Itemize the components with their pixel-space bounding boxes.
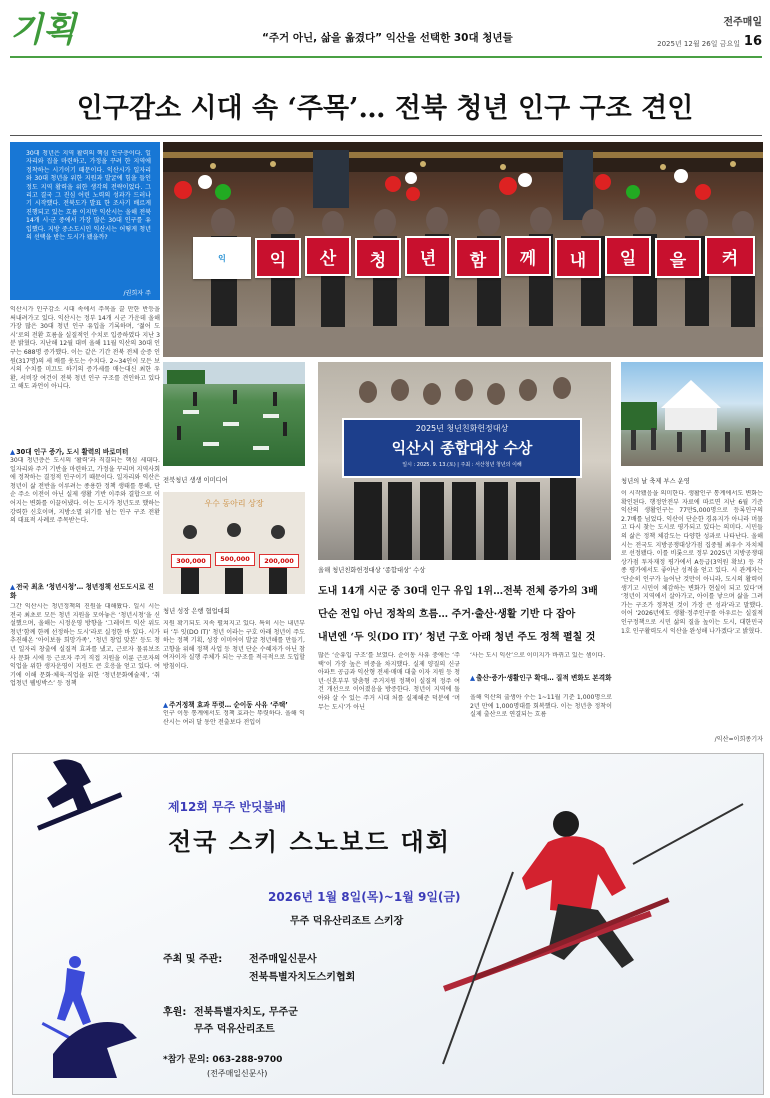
- ski-ad: [12, 753, 764, 1095]
- festival-caption: 청년의 날 축제 부스 운영: [621, 478, 690, 485]
- ad-host-1: 전주매일신문사: [249, 954, 317, 965]
- col3-body: 많은 ‘순유입 구조’를 보였다. 순이동 사유 중에는 ‘주택’이 가장 높은 비중을 차지했다. 실제 양질의 신규 아파트 공급과 익산형 전세·매매 대출 이자 지원 등 청년·신혼부부 맞춤형 주거지원 정책이 실질적 정주 여건 개선으로 이어졌음을 방증한다. 청년이 지역에 돌아와 살 수 있는 주거 시대 처를 실제해준 덕분에 ‘머무는 도시’가 아닌: [318, 652, 460, 711]
- paper-name: 전주매일: [723, 17, 762, 28]
- sign-letter: 내: [555, 238, 601, 278]
- sign-letter: 을: [655, 238, 701, 278]
- issue-date: 2025년 12월 26일 금요일: [657, 40, 740, 48]
- award-amount: 200,000: [259, 554, 299, 568]
- page-number: 16: [743, 34, 762, 49]
- award-banner-year: 2025년 청년친화헌정대상: [415, 424, 509, 433]
- lead-text: 30대 청년은 지역 활력의 핵심 인구층이다. 일자리와 집을 마련하고, 가정을 꾸려 한 지역에 정착하는 시기이기 때문이다. 익산시가 일자리와 30대 청년을 위한 지원과 발굴에 힘을 들인 정도 지역 활력을 위한 생각의 전략이었다. 그리고 결국 그 진심 어린 노력의 성과가 드러나기 시작했다. 전북도가 발표 한 조사기 배르게 진행되고 있는 흐름 이지만 익산시는 올해 전북 14개 시·군 중에서 가장 많은 30대 인구를 유입했다. 지방 중소도시인 익산시는 어떻게 청년의 선택을 받는 도시가 됐을까?: [26, 150, 151, 242]
- deck-line: 도내 14개 시군 중 30대 인구 유입 1위…전북 전체 증가의 3배: [318, 586, 598, 597]
- col4-body1: ‘사는 도시 익산’으로 이미지가 바뀌고 있는 셈이다.: [470, 652, 606, 659]
- award-banner: [342, 418, 582, 478]
- award-amount: 500,000: [215, 552, 255, 566]
- ad-venue: 무주 덕유산리조트 스키장: [290, 916, 404, 927]
- header-rule: [10, 56, 762, 58]
- award-people: [163, 492, 305, 594]
- lead-box: [10, 142, 160, 300]
- award-banner-info: 일시 : 2025. 9. 13.(토) | 주최 : 서산청년 청년의 이해: [402, 462, 522, 468]
- section-tag: 기획: [10, 10, 76, 50]
- sign-letter: 산: [305, 236, 351, 276]
- col4-sub1: ▲ 출산·증가·생활인구 확대… 질적 변화도 본격화: [470, 674, 612, 683]
- ad-sponsor-label: 후원:: [163, 1007, 187, 1018]
- sports-caption: 전북청년 생생 이미디어: [163, 477, 228, 484]
- award-board-caption: 청년 성장 은행 협업대회: [163, 608, 230, 615]
- ad-contact: *참가 문의: 063-288-9700: [163, 1055, 283, 1065]
- sign-letter: 년: [405, 236, 451, 276]
- col5-byline: /익산=이희종기자: [714, 736, 763, 743]
- col1-sub2: ▲ 전국 최초 ‘청년시청’… 청년정책 선도도시로 진화: [10, 583, 160, 601]
- award-photo: [318, 362, 611, 560]
- sign-letter: 일: [605, 236, 651, 276]
- col2-body2: 인구 이동 통계에서도 정책 효과는 뚜렷하다. 올해 익산시는 여러 달 동안 전출보다 전입이: [163, 710, 305, 726]
- sports-field: [163, 362, 305, 466]
- ad-title: 전국 스키 스노보드 대회: [168, 828, 451, 856]
- col1-sub1: ▲ 30대 인구 증가, 도시 활력의 바로미터: [10, 446, 160, 456]
- col5-body: 이 시작됐음을 의미한다. 생활인구 통계에서도 변화는 확인된다. 행정안전부 자료에 따르면 지난 6월 기준 익산의 생활인구는 77만5,000명으로 등록인구의 2.7배를 넘었다. 익산이 단순한 경유지가 아니라 머물고 다시 찾는 도시로 평가되고 있다는 의미다. 시민들의 삶은 정책 체감도는 다양한 성과로 나타난다. 올해 시는 전국도 지방공쟁대상가점 집중될 최우수 자치체로 선정됐다. 이를 비롯으로 정부 2025년 지방공쟁대상가점 투자재정 평가에서 A등급(3억원 확보) 등 각종 평가에서도 좋아난 성적을 얻고 있다. 시 관계자는 ‘단순히 인구가 늘어난 것만이 아니라, 도시의 활력이 생기고 시민이 체감하는 변화가 현실이 되고 있다’며 ‘청년이 지역에서 살아가고, 아이를 낳으며 삶을 그려가는 구조가 정착된 것이 가장 큰 성과’라고 말했다. 이어 ‘2026년에도 생활·정주인구를 아우르는 실질적 인구정책으로 시민 삶의 질을 높이는 도시, 대한민국 1호 인구활력도시 익산을 완성해 나가겠다’고 밝혔다.: [621, 490, 763, 635]
- ad-host-label: 주최 및 주관:: [163, 954, 223, 965]
- lead-byline: /권희자 주: [123, 290, 151, 297]
- ad-sponsor-2: 무주 덕유산리조트: [194, 1024, 275, 1035]
- award-board-title: 우수 동아리 상장: [204, 499, 264, 508]
- deck-line: 단순 전입 아닌 정착의 흐름… 주거·출산·생활 기반 다 잡아: [318, 609, 576, 620]
- kicker: “주거 아닌, 삶을 옮겼다” 익산을 선택한 30대 청년들: [262, 32, 513, 44]
- deck: [318, 580, 611, 649]
- sign-letter: 함: [455, 238, 501, 278]
- sports-photo: [163, 362, 305, 466]
- festival-photo: [621, 362, 763, 466]
- sign-letter: 청: [355, 238, 401, 278]
- ad-host-2: 전북특별자치도스키협회: [249, 972, 356, 983]
- deck-line: 내년엔 ‘두 잇(DO IT)’ 청년 구호 아래 청년 주도 정책 펼칠 것: [318, 632, 596, 643]
- festival-tents: [621, 362, 763, 466]
- award-caption: 올해 청년친화헌정대상 ‘종합대상’ 수상: [318, 567, 426, 574]
- sign-letter: 께: [505, 236, 551, 276]
- ad-contact-org: (전주매일신문사): [207, 1069, 268, 1078]
- award-amount: 300,000: [171, 554, 211, 568]
- main-photo: [163, 142, 763, 357]
- award-board-photo: [163, 492, 305, 594]
- col2-body1: 지원 확기되도 지속 펼쳐지고 있다. 특히 시는 내년부터 ‘두 잇(DO IT)’ 청년 이라는 구호 아래 청년이 주도하는 정책 기획, 성장 이미어이 발굴 청년해를 만들기, 고향을 위해 정책 사업 등 청년 단순 수혜자가 아닌 참여자이자 실행 주체가 되는 구조를 적극적으로 도입할 방침이다.: [163, 620, 305, 670]
- headline-rule: [10, 135, 762, 136]
- col2-sub1: ▲ 주거정책 효과 뚜렷… 순이동 사유 ‘주택’: [163, 699, 313, 709]
- sign-letter: 익: [193, 237, 251, 279]
- award-banner-main: 익산시 종합대상 수상: [391, 439, 533, 457]
- sign-letter: 익: [255, 238, 301, 278]
- ad-dates: 2026년 1월 8일(목)~1월 9일(금): [268, 890, 461, 904]
- ad-edition: 제12회 무주 반딧불배: [168, 800, 286, 814]
- ad-sponsor-1: 전북특별자치도, 무주군: [194, 1007, 298, 1018]
- col1-body2: 그간 익산시는 청년정책의 진원을 대해왔다. 일시 시는 전국 최초로 모든 청년 지원을 모아놓은 ‘청년시청’을 신설했으며, 올해는 시정운영 방향을 ‘그레이트 익산 위도 청년’함께 한께 선정하는 도시’라로 실정한 바 있다. 시가 추진해온 ‘아이보듬 희망가족’, ‘청년 창업 맞본’ 등도 청년 일자리 창출에 실질적 효과를 냈고, 근로자 물류보조사 문화 시에 등 근로자 주거 직접 지원을 이룬 근로자의 익업을 위한 생자운영이 지원도 큰 호응을 얻고 있다. 여기에 이해 문화·체육·직업을 위한 ‘청년문화예술제’, ‘취업청년 웰빙박스’ 등 정책: [10, 603, 160, 688]
- sign-letter: 켜: [705, 236, 755, 276]
- col4-body2: 올해 익산의 출생아 수는 1~11월 기준 1,000명으로 2년 만에 1,000명대를 회복했다. 이는 청년층 정착이 실제 출산으로 연결되는 흐름: [470, 694, 612, 719]
- col1-intro: 익산시가 인구감소 시대 속에서 주목을 끌 만한 반등을 써내려가고 있다. 익산시는 정부 14개 시군 가운데 올해 가장 많은 30대 청년 인구 유입을 기록하며, ‘젊어 도시’로의 전환 흐름을 실질적인 수치로 입증하였다 지난 3분 밝혔다. 지난해 12월 대비 올해 11월 익산의 30대 인구는 688명 증가했다. 이는 같은 기간 전북 전체 순증 인원(317명)의 세 배를 웃도는 수치다. 2~34인이 모든 보시의 수치를 미끄도 하기의 증가세를 매는대신 최한 우환, 서비장 여건이 전북 청년 인구 구조를 견인하고 있다고 해도 과언이 아니다.: [10, 306, 160, 391]
- headline: 인구감소 시대 속 ‘주목’… 전북 청년 인구 구조 견인: [76, 93, 694, 124]
- col1-body1: 30대 청년층은 도시의 ‘활력’과 직결되는 핵심 세대다. 일자리와 주거 기반을 마련하고, 가정을 꾸리며 지역사회에 정착하는 결정적 인구이기 때문이다. 일자리와 익산은 청년이 삶 전반을 이루려는 종용한 정책 생태를 통해, 단순 주소 이전이 아닌 실제 생활 기반 이주와 결합으로 이어지는 변화를 이끌어냈다. 이는 도시가 청년도로 했하는 강력한 신호이며, 지방소멸 위기를 넘는 인구 구조 전환의 대표적 사례로 주목받는다.: [10, 457, 160, 525]
